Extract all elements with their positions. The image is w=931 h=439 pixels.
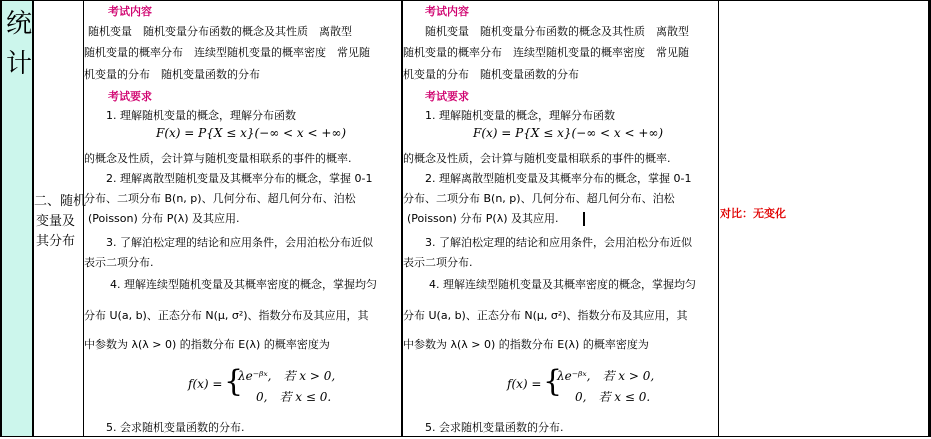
new-pdf-case-2: 0, 若 x ≤ 0. [575, 390, 651, 404]
old-req4-line2: 分布 U(a, b)、正态分布 N(μ, σ²)、指数分布及其应用，其 [84, 309, 369, 322]
new-req1-formula: F(x) = P{X ≤ x}(−∞ < x < +∞) [473, 126, 664, 140]
new-content-line-3: 机变量的分布 随机变量函数的分布 [403, 68, 579, 81]
topic-cell [34, 0, 87, 437]
old-requirements-cell [84, 0, 403, 437]
new-content-line-1: 随机变量 随机变量分布函数的概念及其性质 离散型 [425, 25, 689, 38]
new-requirements-cell [403, 0, 719, 437]
new-pdf-lhs: f(x) = [507, 377, 542, 391]
new-req3-line1: 3. 了解泊松定理的结论和应用条件，会用泊松分布近似 [425, 236, 692, 249]
new-req1-line2: 的概念及性质，会计算与随机变量相联系的事件的概率. [403, 152, 671, 165]
new-heading-content: 考试内容 [425, 5, 469, 18]
topic-line-2: 变量及 [36, 214, 76, 229]
old-req5: 5. 会求随机变量函数的分布. [106, 421, 245, 434]
new-req4-line2: 分布 U(a, b)、正态分布 N(μ, σ²)、指数分布及其应用，其 [403, 309, 688, 322]
topic-line-1: 二、随机 [34, 194, 87, 209]
new-pdf-case-1: λe⁻ᵝˣ, 若 x > 0, [557, 369, 655, 383]
comparison-note: 对比：无变化 [720, 207, 786, 220]
new-req2-line2: 分布、二项分布 B(n, p)、几何分布、超几何分布、泊松 [403, 192, 675, 205]
old-req3-line1: 3. 了解泊松定理的结论和应用条件，会用泊松分布近似 [106, 236, 373, 249]
new-pdf-brace: { [543, 364, 563, 399]
new-content-line-2: 随机变量的概率分布 连续型随机变量的概率密度 常见随 [403, 46, 689, 59]
old-content-line-2: 随机变量的概率分布 连续型随机变量的概率密度 常见随 [84, 46, 370, 59]
old-content-line-1: 随机变量 随机变量分布函数的概念及其性质 离散型 [88, 25, 352, 38]
old-content-line-3: 机变量的分布 随机变量函数的分布 [84, 68, 260, 81]
old-req2-line2: 分布、二项分布 B(n, p)、几何分布、超几何分布、泊松 [84, 192, 356, 205]
text-cursor [583, 212, 585, 226]
old-req2-line1: 2. 理解离散型随机变量及其概率分布的概念，掌握 0-1 [106, 172, 373, 185]
new-heading-requirements: 考试要求 [425, 90, 469, 103]
old-req1-line1: 1. 理解随机变量的概念，理解分布函数 [106, 109, 296, 122]
old-req3-line2: 表示二项分布. [84, 256, 154, 269]
category-cell [0, 0, 34, 437]
topic-label [34, 192, 87, 252]
old-pdf-brace: { [224, 364, 244, 399]
old-req2-line3: (Poisson) 分布 P(λ) 及其应用. [88, 212, 240, 225]
topic-line-3: 其分布 [36, 234, 76, 249]
old-req1-line2: 的概念及性质，会计算与随机变量相联系的事件的概率. [84, 152, 352, 165]
new-req2-line3: (Poisson) 分布 P(λ) 及其应用. [407, 212, 559, 225]
new-req1-line1: 1. 理解随机变量的概念，理解分布函数 [425, 109, 615, 122]
old-heading-requirements: 考试要求 [108, 90, 152, 103]
old-heading-content: 考试内容 [108, 5, 152, 18]
new-req5: 5. 会求随机变量函数的分布. [425, 421, 564, 434]
old-req1-formula: F(x) = P{X ≤ x}(−∞ < x < +∞) [156, 126, 347, 140]
old-pdf-case-1: λe⁻ᵝˣ, 若 x > 0, [238, 369, 336, 383]
category-char-2: 计 [6, 49, 33, 79]
old-req4-line1: 4. 理解连续型随机变量及其概率密度的概念，掌握均匀 [110, 278, 377, 291]
new-req2-line1: 2. 理解离散型随机变量及其概率分布的概念，掌握 0-1 [425, 172, 692, 185]
new-req4-line1: 4. 理解连续型随机变量及其概率密度的概念，掌握均匀 [429, 278, 696, 291]
old-req4-line3: 中参数为 λ(λ > 0) 的指数分布 E(λ) 的概率密度为 [84, 338, 330, 351]
new-req4-line3: 中参数为 λ(λ > 0) 的指数分布 E(λ) 的概率密度为 [403, 338, 649, 351]
old-pdf-lhs: f(x) = [188, 377, 223, 391]
comparison-cell [719, 0, 931, 437]
old-pdf-case-2: 0, 若 x ≤ 0. [256, 390, 332, 404]
category-char-1: 统 [6, 9, 33, 39]
new-req3-line2: 表示二项分布. [403, 256, 473, 269]
